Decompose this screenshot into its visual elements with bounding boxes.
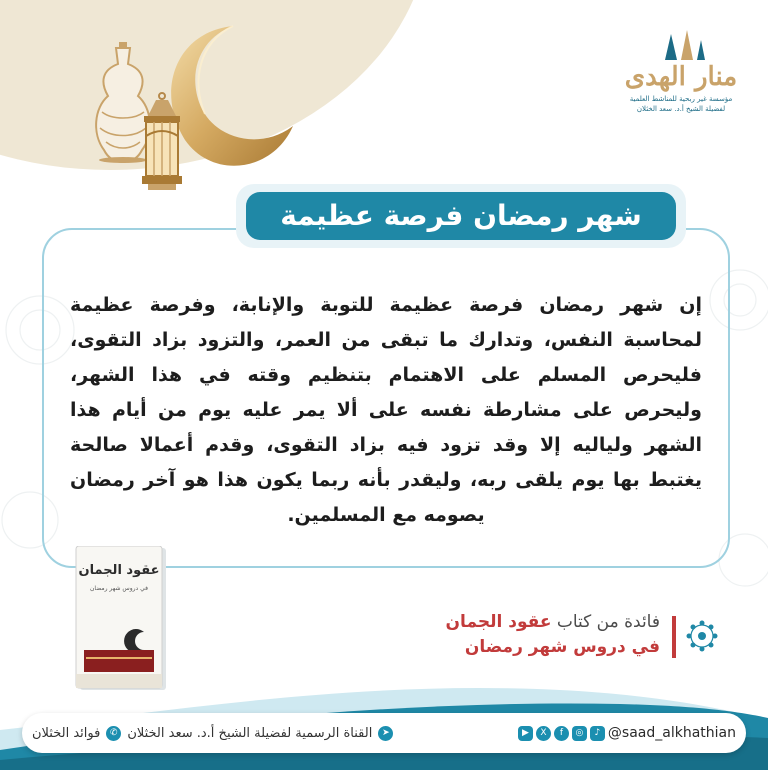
youtube-icon[interactable]: ▶ bbox=[518, 726, 533, 741]
footer-benefits-text[interactable]: فوائد الخثلان bbox=[32, 725, 101, 741]
logo-subtitle-line1: مؤسسة غير ربحية للمناشط العلمية bbox=[629, 95, 733, 103]
footer-handle[interactable]: @saad_alkhathian bbox=[607, 725, 736, 741]
logo-subtitle-line2: لفضيلة الشيخ أ.د. سعد الخثلان bbox=[636, 105, 726, 113]
footer-right bbox=[518, 725, 736, 741]
facebook-icon[interactable]: f bbox=[554, 726, 569, 741]
body-paragraph: إن شهر رمضان فرصة عظيمة للتوبة والإنابة، وفرصة عظيمة لمحاسبة النفس، وتدارك ما تبقى من العمر، والتزود بزاد التقوى، فليحرص المسلم على الاهتمام بتنظيم وقته في هذا الشهر، وليحرص على مشارطة نفسه على ألا يمر عليه يوم من أيام هذا الشهر ولياليه إلا وقد تزود فيه بزاد التقوى، وقدم أعمالا صالحة يغتبط بها يوم يلقى ربه، وليقدر بأنه ربما يكون هذا هو آخر رمضان يصومه مع المسلمين. bbox=[70, 294, 702, 526]
telegram-icon[interactable]: ➤ bbox=[378, 726, 393, 741]
lantern-icon bbox=[136, 92, 188, 194]
logo-emblem-icon bbox=[645, 26, 717, 60]
book-cover-title: عقود الجمان bbox=[78, 563, 160, 578]
logo bbox=[616, 26, 746, 114]
whatsapp-icon[interactable]: ✆ bbox=[106, 726, 121, 741]
source-attribution bbox=[360, 610, 660, 660]
twitter-x-icon[interactable]: X bbox=[536, 726, 551, 741]
footer-bar bbox=[22, 713, 746, 753]
logo-name: منار الهدى bbox=[624, 62, 738, 92]
footer-channel-text[interactable]: القناة الرسمية لفضيلة الشيخ أ.د. سعد الخثلان bbox=[127, 725, 373, 741]
attribution-book-title: عقود الجمان bbox=[445, 612, 552, 632]
tiktok-icon[interactable]: ♪ bbox=[590, 726, 605, 741]
attribution-line1 bbox=[360, 610, 660, 634]
attribution-book-subtitle: في دروس شهر رمضان bbox=[464, 637, 660, 657]
attribution-accent-bar bbox=[672, 616, 676, 658]
attribution-prefix: فائدة من كتاب bbox=[556, 612, 660, 632]
mandala-icon bbox=[684, 618, 720, 654]
page-title: شهر رمضان فرصة عظيمة للتوبة bbox=[246, 192, 676, 240]
footer-left bbox=[32, 726, 393, 741]
instagram-icon[interactable]: ◎ bbox=[572, 726, 587, 741]
title-banner bbox=[236, 184, 686, 280]
book-cover-subtitle: في دروس شهر رمضان bbox=[89, 585, 149, 592]
